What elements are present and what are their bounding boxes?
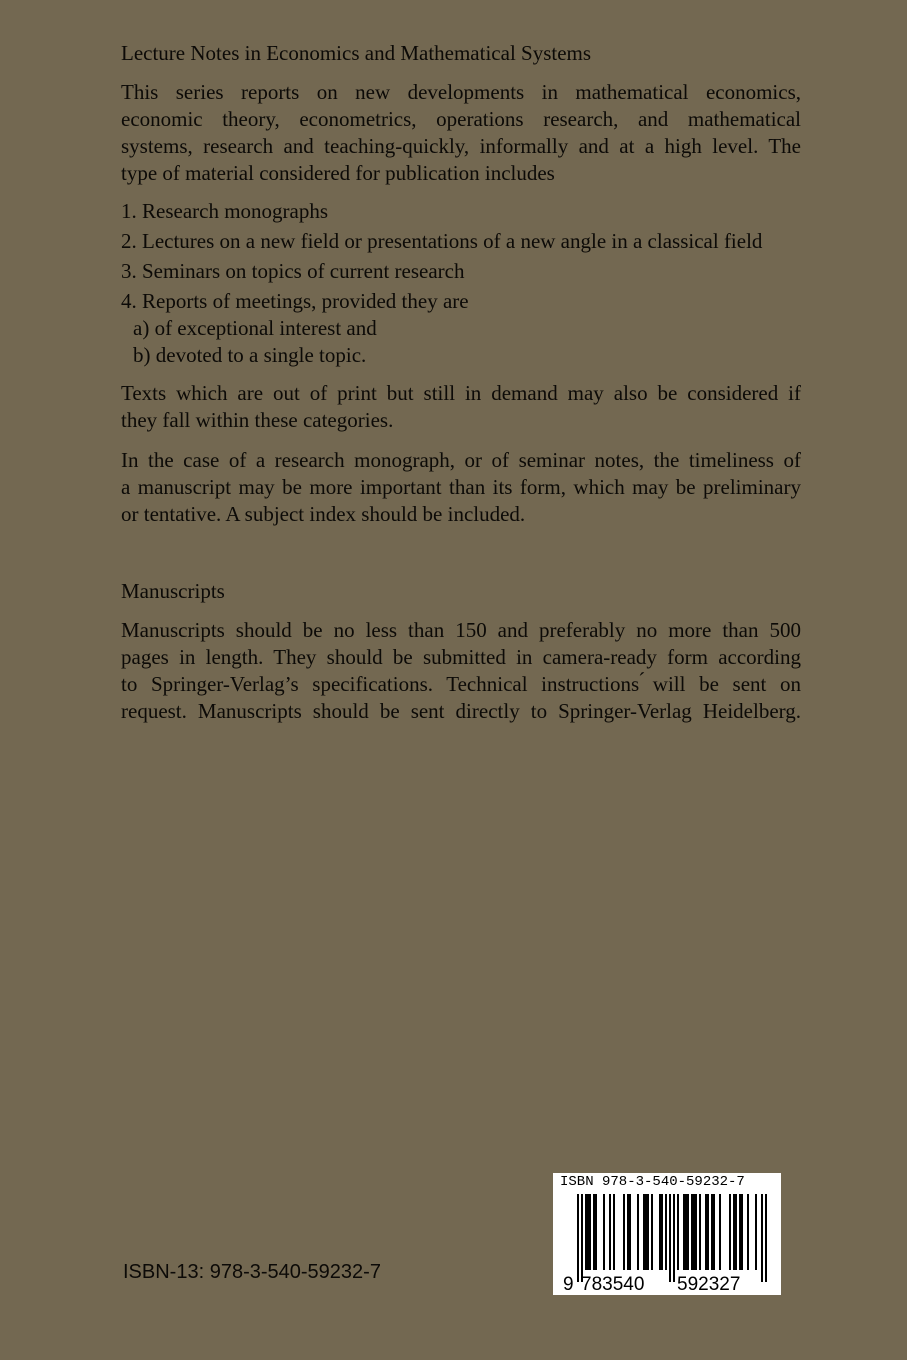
intro-line: economic theory, econometrics, operations research, and mathematical [121, 107, 801, 131]
barcode-bar [707, 1194, 709, 1270]
barcode-bar [627, 1194, 629, 1270]
barcode-bar [693, 1194, 695, 1270]
barcode-guard-bar [577, 1194, 579, 1282]
barcode-bar [683, 1194, 685, 1270]
barcode-bar [643, 1194, 645, 1270]
material-list [121, 198, 801, 369]
barcode-left-digits: 783540 [581, 1274, 645, 1295]
list-item: 2. Lectures on a new field or presentations of a new angle in a classical field [121, 229, 763, 253]
paragraph-line: or tentative. A subject index should be included. [121, 502, 526, 526]
barcode-guard-bar [669, 1194, 671, 1282]
barcode-lead-digit: 9 [563, 1274, 574, 1295]
barcode-bar [705, 1194, 707, 1270]
paragraph-line: Manuscripts should be no less than 150 and preferably no more than 500 [121, 618, 801, 642]
barcode [553, 1173, 781, 1295]
intro-line: systems, research and teaching-quickly, informally and at a high level. The [121, 134, 801, 158]
barcode-bar [739, 1194, 741, 1270]
barcode-bar [595, 1194, 597, 1270]
list-item: 4. Reports of meetings, provided they are [121, 289, 469, 313]
paragraph-line: request. Manuscripts should be sent directly to Springer-Verlag Heidelberg. [121, 699, 801, 723]
intro-line: type of material considered for publication includes [121, 161, 555, 185]
paragraph-line: to Springer-Verlag’s specifications. Technical instructions ́will be sent on [121, 672, 801, 696]
barcode-bar [637, 1194, 639, 1270]
paragraph-line: In the case of a research monograph, or of seminar notes, the timeliness of [121, 448, 801, 472]
barcode-bar [585, 1194, 587, 1270]
barcode-bar [677, 1194, 679, 1270]
intro-paragraph [121, 79, 801, 187]
list-subitem: b) devoted to a single topic. [133, 343, 367, 367]
out-of-print-paragraph [121, 380, 801, 434]
barcode-bar [711, 1194, 713, 1270]
barcode-bar [691, 1194, 693, 1270]
list-item: 3. Seminars on topics of current research [121, 259, 465, 283]
barcode-guard-bar [765, 1194, 767, 1282]
barcode-bar [609, 1194, 611, 1270]
barcode-bar [587, 1194, 589, 1270]
barcode-bar-group [577, 1194, 767, 1282]
barcode-bar [719, 1194, 721, 1270]
paragraph-line: pages in length. They should be submitted in camera-ready form according [121, 645, 801, 669]
barcode-bar [695, 1194, 697, 1270]
barcode-bar [729, 1194, 731, 1270]
barcode-right-digits: 592327 [677, 1274, 741, 1295]
series-title: Lecture Notes in Economics and Mathematical Systems [121, 41, 592, 65]
barcode-guard-bar [761, 1194, 763, 1282]
barcode-guard-bar [581, 1194, 583, 1282]
list-subitem: a) of exceptional interest and [133, 316, 377, 340]
barcode-bar [665, 1194, 667, 1270]
timeliness-paragraph [121, 447, 801, 528]
barcode-bar [755, 1194, 757, 1270]
barcode-bar [589, 1194, 591, 1270]
barcode-bar [623, 1194, 625, 1270]
intro-line: This series reports on new developments in mathematical economics, [121, 80, 801, 104]
barcode-bars [553, 1173, 781, 1295]
barcode-bar [687, 1194, 689, 1270]
paragraph-line: a manuscript may be more important than its form, which may be preliminary [121, 475, 801, 499]
barcode-bar [699, 1194, 701, 1270]
barcode-bar [747, 1194, 749, 1270]
barcode-isbn-text: ISBN 978-3-540-59232-7 [560, 1174, 745, 1190]
manuscripts-paragraph [121, 617, 801, 725]
barcode-bar [647, 1194, 649, 1270]
barcode-bar [645, 1194, 647, 1270]
barcode-bar [685, 1194, 687, 1270]
barcode-bar [603, 1194, 605, 1270]
list-item: 1. Research monographs [121, 199, 329, 223]
barcode-bar [629, 1194, 631, 1270]
barcode-guard-bar [673, 1194, 675, 1282]
paragraph-line: they fall within these categories. [121, 408, 394, 432]
manuscripts-heading: Manuscripts [121, 579, 225, 603]
barcode-bar [733, 1194, 735, 1270]
isbn13-label: ISBN-13: 978-3-540-59232-7 [123, 1261, 381, 1283]
barcode-bar [651, 1194, 653, 1270]
barcode-bar [741, 1194, 743, 1270]
barcode-bar [735, 1194, 737, 1270]
barcode-bar [713, 1194, 715, 1270]
barcode-bar [593, 1194, 595, 1270]
barcode-bar [613, 1194, 615, 1270]
barcode-bar [659, 1194, 661, 1270]
paragraph-line: Texts which are out of print but still in demand may also be considered if [121, 381, 801, 405]
barcode-bar [661, 1194, 663, 1270]
